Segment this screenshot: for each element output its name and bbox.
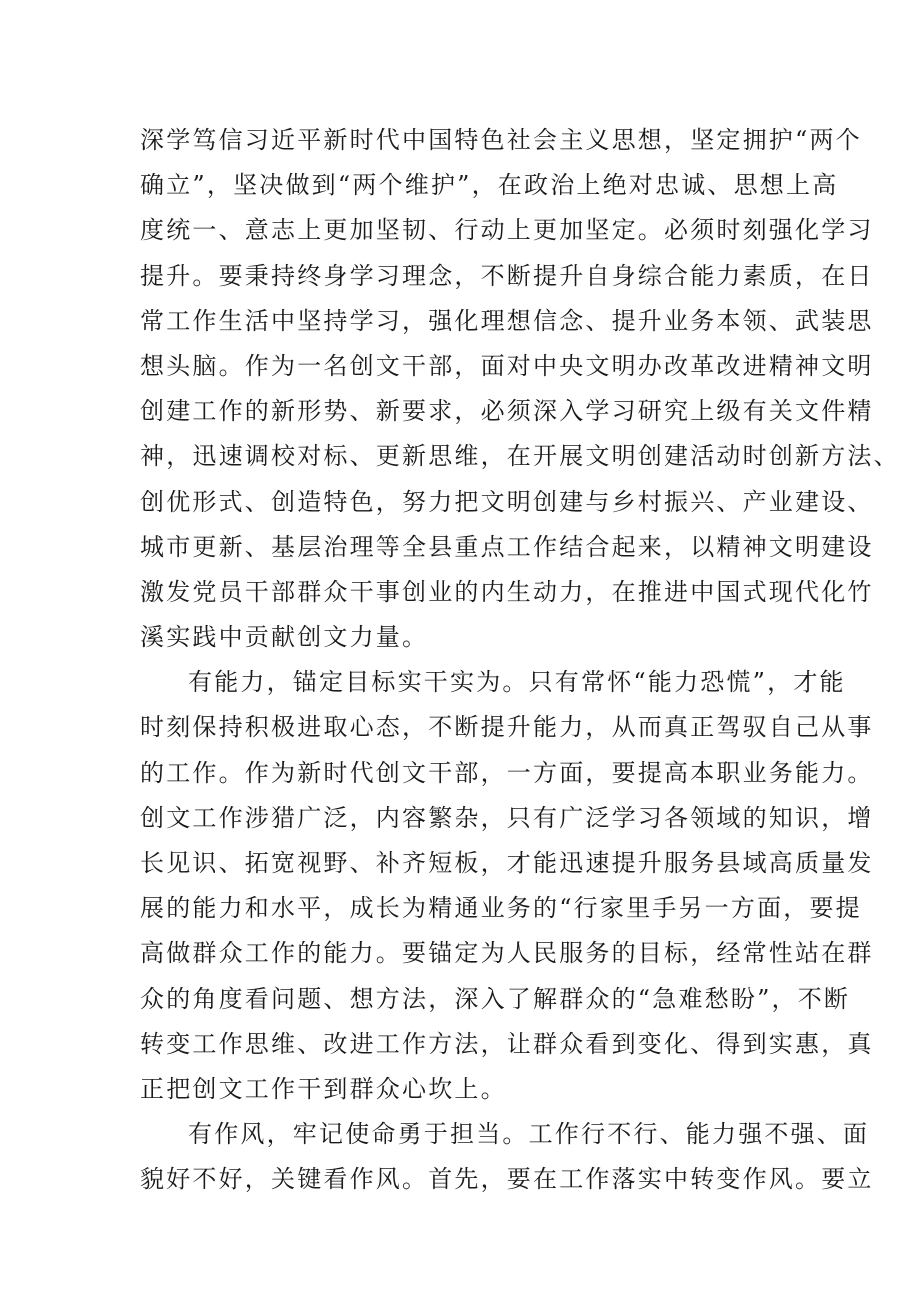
text-line: 激发党员干部群众干事创业的内生动力，在推进中国式现代化竹 xyxy=(140,577,874,606)
text-line: 度统一、意志上更加坚韧、行动上更加坚定。必须时刻强化学习 xyxy=(140,216,874,245)
text-line: 城市更新、基层治理等全县重点工作结合起来，以精神文明建设 xyxy=(140,532,874,561)
text-line: 确立”，坚决做到“两个维护”，在政治上绝对忠诚、思想上高 xyxy=(140,171,839,200)
text-line: 神，迅速调校对标、更新思维，在开展文明创建活动时创新方法、 xyxy=(140,442,900,471)
text-line: 的工作。作为新时代创文干部，一方面，要提高本职业务能力。 xyxy=(140,758,874,787)
text-line: 想头脑。作为一名创文干部，面对中央文明办改革改进精神文明 xyxy=(140,351,874,380)
text-line: 转变工作思维、改进工作方法，让群众看到变化、得到实惠，真 xyxy=(140,1029,874,1058)
text-line: 时刻保持积极进取心态，不断提升能力，从而真正驾驭自己从事 xyxy=(140,713,874,742)
paragraph-first-line: 有作风，牢记使命勇于担当。工作行不行、能力强不强、面 xyxy=(188,1120,870,1149)
body-text xyxy=(140,118,900,1203)
text-line: 溪实践中贡献创文力量。 xyxy=(140,623,429,652)
text-line: 正把创文工作干到群众心坎上。 xyxy=(140,1074,507,1103)
paragraph-first-line: 有能力，锚定目标实干实为。只有常怀“能力恐慌”，才能 xyxy=(188,668,846,697)
text-line: 深学笃信习近平新时代中国特色社会主义思想，坚定拥护“两个 xyxy=(140,126,862,154)
text-line: 创建工作的新形势、新要求，必须深入学习研究上级有关文件精 xyxy=(140,397,874,426)
text-line: 展的能力和水平，成长为精通业务的“行家里手另一方面，要提 xyxy=(140,894,862,923)
text-line: 众的角度看问题、想方法，深入了解群众的“急难愁盼”，不断 xyxy=(140,984,851,1013)
text-line: 貌好不好，关键看作风。首先，要在工作落实中转变作风。要立 xyxy=(140,1165,874,1194)
text-line: 创优形式、创造特色，努力把文明创建与乡村振兴、产业建设、 xyxy=(140,487,874,516)
text-line: 长见识、拓宽视野、补齐短板，才能迅速提升服务县域高质量发 xyxy=(140,849,874,877)
text-line: 常工作生活中坚持学习，强化理想信念、提升业务本领、武装思 xyxy=(140,306,874,335)
text-line: 提升。要秉持终身学习理念，不断提升自身综合能力素质，在日 xyxy=(140,261,874,290)
text-line: 高做群众工作的能力。要锚定为人民服务的目标，经常性站在群 xyxy=(140,939,874,968)
text-line: 创文工作涉猎广泛，内容繁杂，只有广泛学习各领域的知识，增 xyxy=(140,803,874,832)
